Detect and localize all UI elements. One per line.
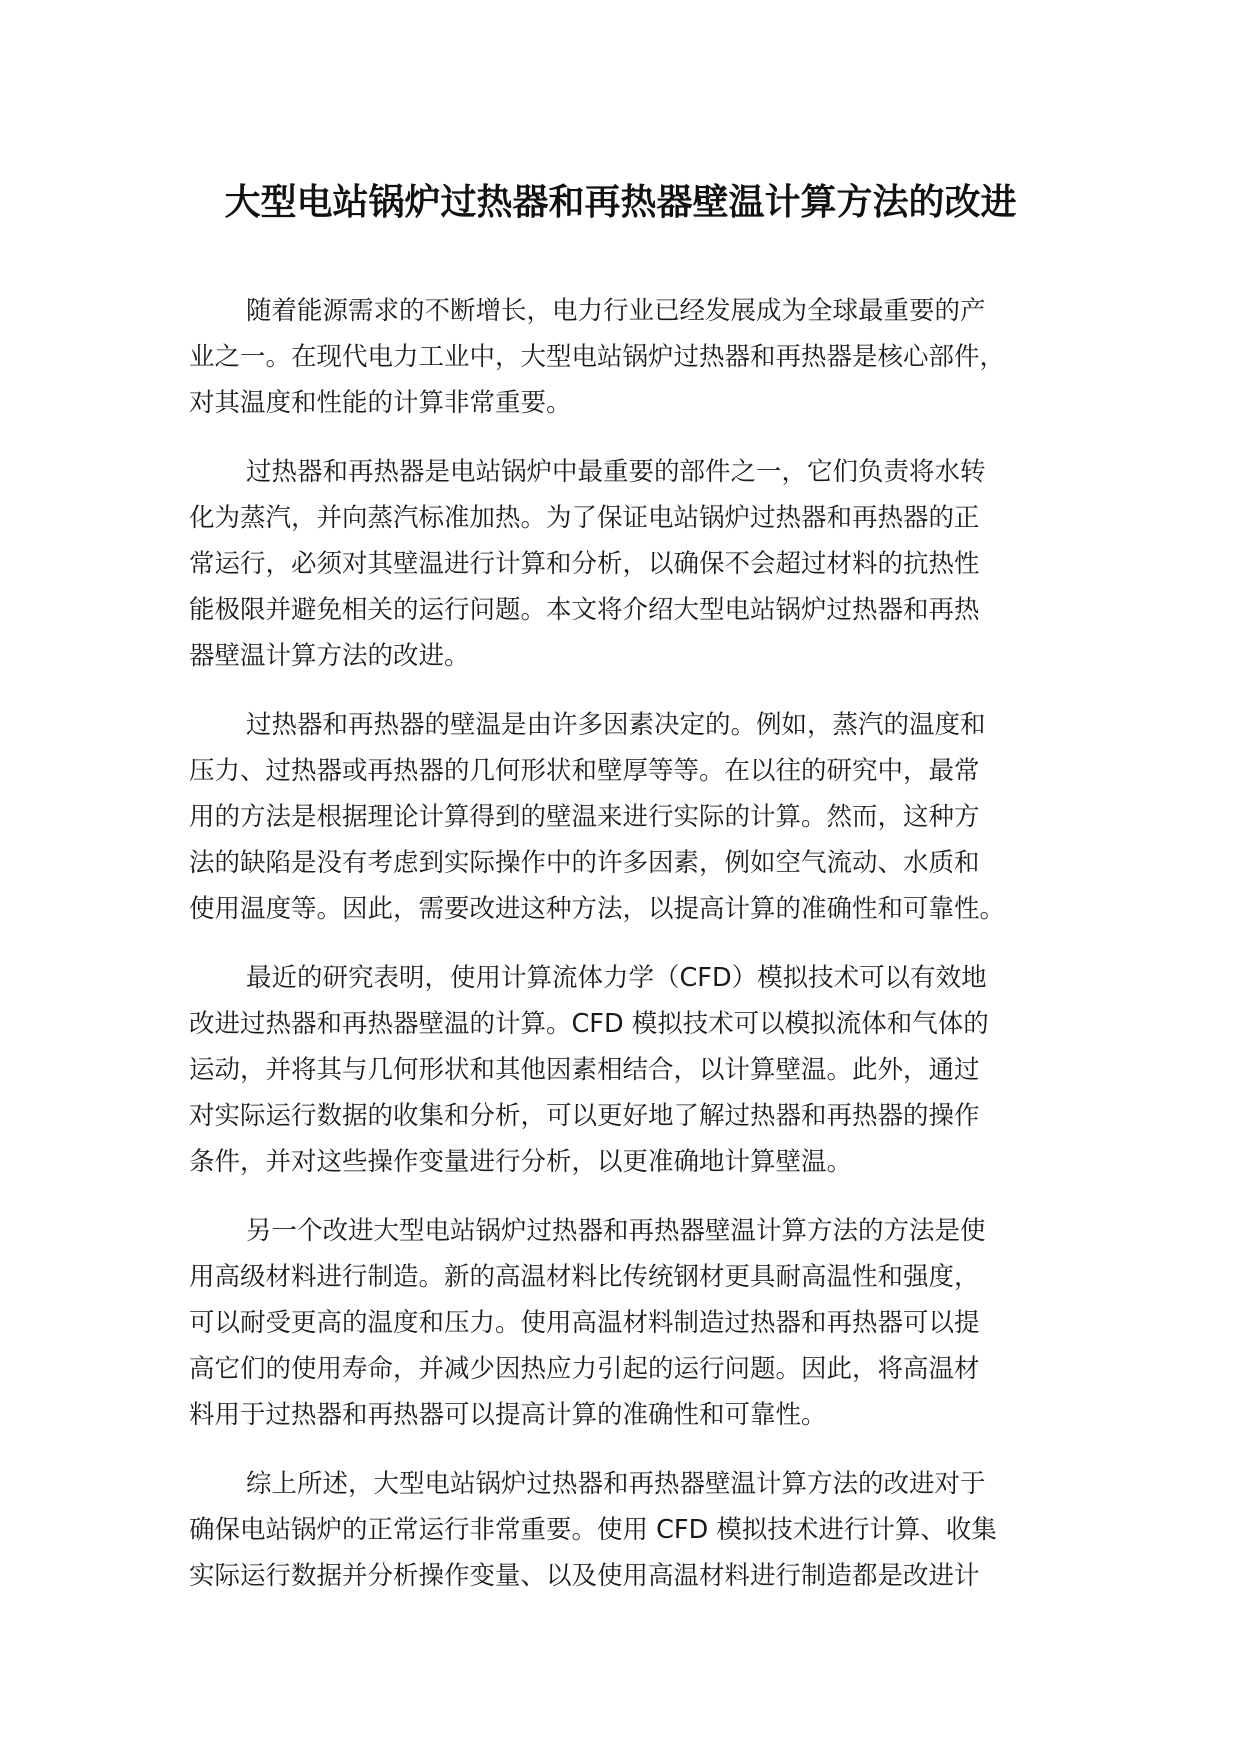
text-line: 常运行，必须对其壁温进行计算和分析，以确保不会超过材料的抗热性 <box>189 549 980 579</box>
text-line: 用的方法是根据理论计算得到的壁温来进行实际的计算。然而，这种方 <box>189 802 980 832</box>
text-line: 对其温度和性能的计算非常重要。 <box>189 388 572 418</box>
text-line: 最近的研究表明，使用计算流体力学（CFD）模拟技术可以有效地 <box>246 963 987 993</box>
text-line: 业之一。在现代电力工业中，大型电站锅炉过热器和再热器是核心部件， <box>189 342 1006 372</box>
text-line: 压力、过热器或再热器的几何形状和壁厚等等。在以往的研究中，最常 <box>189 756 980 786</box>
paragraph-5 <box>189 1208 1089 1438</box>
text-line: 确保电站锅炉的正常运行非常重要。使用 CFD 模拟技术进行计算、收集 <box>189 1515 997 1545</box>
paragraph-4 <box>189 955 1089 1185</box>
text-line: 器壁温计算方法的改进。 <box>189 641 470 671</box>
paragraph-3 <box>189 702 1089 932</box>
paragraph-6 <box>189 1461 1089 1599</box>
paragraph-2 <box>189 449 1089 679</box>
paragraph-1 <box>189 288 1089 426</box>
document-body <box>189 288 1089 1622</box>
text-line: 实际运行数据并分析操作变量、以及使用高温材料进行制造都是改进计 <box>189 1561 980 1591</box>
text-line: 法的缺陷是没有考虑到实际操作中的许多因素，例如空气流动、水质和 <box>189 848 980 878</box>
text-line: 料用于过热器和再热器可以提高计算的准确性和可靠性。 <box>189 1400 827 1430</box>
text-line: 使用温度等。因此，需要改进这种方法，以提高计算的准确性和可靠性。 <box>189 894 1006 924</box>
text-line: 可以耐受更高的温度和压力。使用高温材料制造过热器和再热器可以提 <box>189 1308 980 1338</box>
text-line: 高它们的使用寿命，并减少因热应力引起的运行问题。因此，将高温材 <box>189 1354 980 1384</box>
text-line: 随着能源需求的不断增长，电力行业已经发展成为全球最重要的产 <box>246 296 986 326</box>
text-line: 条件，并对这些操作变量进行分析，以更准确地计算壁温。 <box>189 1147 853 1177</box>
document-title: 大型电站锅炉过热器和再热器壁温计算方法的改进 <box>224 182 1017 223</box>
text-line: 运动，并将其与几何形状和其他因素相结合，以计算壁温。此外，通过 <box>189 1055 980 1085</box>
text-line: 综上所述，大型电站锅炉过热器和再热器壁温计算方法的改进对于 <box>246 1469 986 1499</box>
text-line: 过热器和再热器的壁温是由许多因素决定的。例如，蒸汽的温度和 <box>246 710 986 740</box>
text-line: 能极限并避免相关的运行问题。本文将介绍大型电站锅炉过热器和再热 <box>189 595 980 625</box>
text-line: 对实际运行数据的收集和分析，可以更好地了解过热器和再热器的操作 <box>189 1101 980 1131</box>
text-line: 改进过热器和再热器壁温的计算。CFD 模拟技术可以模拟流体和气体的 <box>189 1009 989 1039</box>
text-line: 化为蒸汽，并向蒸汽标准加热。为了保证电站锅炉过热器和再热器的正 <box>189 503 980 533</box>
text-line: 用高级材料进行制造。新的高温材料比传统钢材更具耐高温性和强度， <box>189 1262 980 1292</box>
text-line: 另一个改进大型电站锅炉过热器和再热器壁温计算方法的方法是使 <box>246 1216 986 1246</box>
text-line: 过热器和再热器是电站锅炉中最重要的部件之一，它们负责将水转 <box>246 457 986 487</box>
